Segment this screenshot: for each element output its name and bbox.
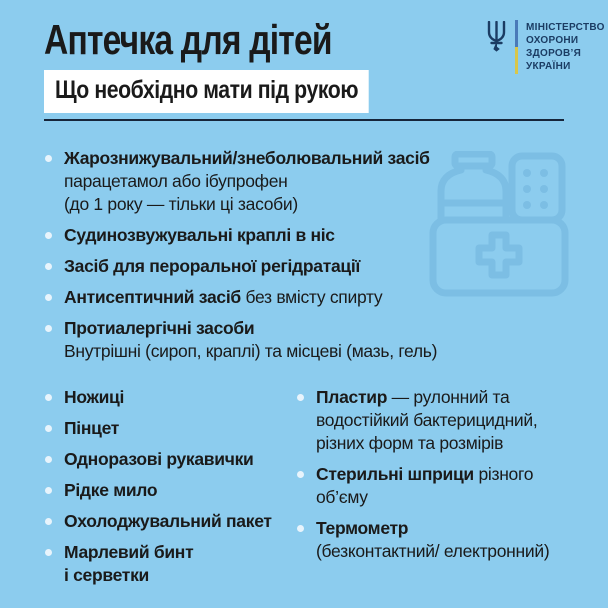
bullet-dot: [45, 487, 52, 494]
item-line: [64, 255, 360, 278]
list-item: [44, 541, 296, 587]
list-item: [44, 147, 464, 216]
item-term: Термометр: [316, 518, 409, 538]
list-item-text: [64, 448, 254, 471]
item-term: Ножиці: [64, 387, 125, 407]
list-item-text: [316, 463, 556, 509]
list-item: [296, 517, 588, 563]
ministry-logo: [486, 20, 605, 74]
supplies-list-left: [44, 386, 296, 595]
item-term: Засіб для пероральної регідратації: [64, 256, 361, 276]
list-item-text: [316, 386, 556, 455]
item-line: [64, 417, 119, 440]
header-divider: [44, 119, 564, 121]
list-item-text: [64, 479, 157, 502]
list-item-text: [64, 417, 119, 440]
list-item-text: [64, 147, 430, 216]
bullet-dot: [45, 394, 52, 401]
list-item: [44, 479, 296, 502]
ministry-line: ЗДОРОВ’Я: [526, 48, 582, 59]
ministry-line: ОХОРОНИ: [526, 35, 579, 46]
bullet-dot: [45, 294, 52, 301]
bullet-dot: [45, 232, 52, 239]
bullet-dot: [297, 471, 304, 478]
ministry-line: МІНІСТЕРСТВО: [526, 22, 605, 33]
bullet-dot: [45, 263, 52, 270]
item-term: Протиалергічні засоби: [64, 318, 255, 338]
item-line: [64, 286, 382, 309]
item-subline: Внутрішні (сироп, краплі) та місцеві (мазь, гель): [64, 341, 438, 361]
bullet-dot: [45, 456, 52, 463]
item-line: [64, 386, 124, 409]
item-term: і серветки: [64, 565, 149, 585]
item-line: [64, 317, 437, 340]
list-item-text: [64, 386, 124, 409]
bullet-dot: [45, 549, 52, 556]
supplies-columns: [44, 386, 588, 595]
essentials-list: [44, 147, 464, 371]
item-term: Одноразові рукавички: [64, 449, 254, 469]
item-line: [316, 517, 556, 540]
subtitle-text: Що необхідно мати під рукою: [55, 76, 359, 104]
item-line: [316, 463, 556, 509]
item-line: [64, 564, 193, 587]
list-item: [44, 386, 296, 409]
list-item: [296, 386, 588, 455]
item-line: [64, 541, 193, 564]
item-subline: (безконтактний/ електронний): [316, 541, 550, 561]
list-item: [44, 510, 296, 533]
header: [44, 16, 426, 113]
item-line: [316, 386, 556, 455]
item-term: Марлевий бинт: [64, 542, 194, 562]
bullet-dot: [297, 525, 304, 532]
item-term: Антисептичний засіб: [64, 287, 241, 307]
item-detail: різного об’єму: [316, 464, 534, 507]
list-item: [44, 255, 464, 278]
bullet-dot: [45, 518, 52, 525]
supplies-list-right: [296, 386, 588, 571]
item-subline: парацетамол або ібупрофен: [64, 171, 288, 191]
list-item-text: [316, 517, 556, 563]
item-line: [64, 224, 335, 247]
list-item-text: [64, 541, 193, 587]
list-item-text: [64, 317, 437, 363]
list-item: [296, 463, 588, 509]
subtitle-box: [44, 70, 369, 113]
item-term: Пластир: [316, 387, 388, 407]
item-term: Рідке мило: [64, 480, 158, 500]
item-line: [64, 479, 157, 502]
list-item-text: [64, 224, 335, 247]
list-item: [44, 286, 464, 309]
list-item-text: [64, 255, 360, 278]
item-term: Охолоджувальний пакет: [64, 511, 272, 531]
item-term: Судинозвужувальні краплі в ніс: [64, 225, 335, 245]
item-term: Пінцет: [64, 418, 120, 438]
item-term: Жарознижувальний/знеболювальний засіб: [64, 148, 430, 168]
item-line: [64, 147, 430, 170]
list-item: [44, 448, 296, 471]
item-subline: (до 1 року — тільки ці засоби): [64, 194, 298, 214]
flag-divider: [515, 20, 518, 74]
item-term: Стерильні шприци: [316, 464, 474, 484]
item-detail: — рулонний та водостійкий бактерицидний, різних форм та розмірів: [316, 387, 538, 453]
bullet-dot: [45, 425, 52, 432]
bullet-dot: [45, 325, 52, 332]
item-line: [64, 510, 272, 533]
bullet-dot: [297, 394, 304, 401]
list-item: [44, 224, 464, 247]
tryzub-icon: [486, 21, 507, 52]
list-item: [44, 417, 296, 440]
bullet-dot: [45, 155, 52, 162]
list-item-text: [64, 286, 382, 309]
list-item-text: [64, 510, 272, 533]
item-line: [64, 448, 254, 471]
item-detail: без вмісту спирту: [240, 287, 383, 307]
list-item: [44, 317, 464, 363]
page-title: Аптечка для дітей: [44, 16, 332, 63]
ministry-name: [526, 21, 605, 73]
ministry-line: УКРАЇНИ: [526, 61, 571, 72]
